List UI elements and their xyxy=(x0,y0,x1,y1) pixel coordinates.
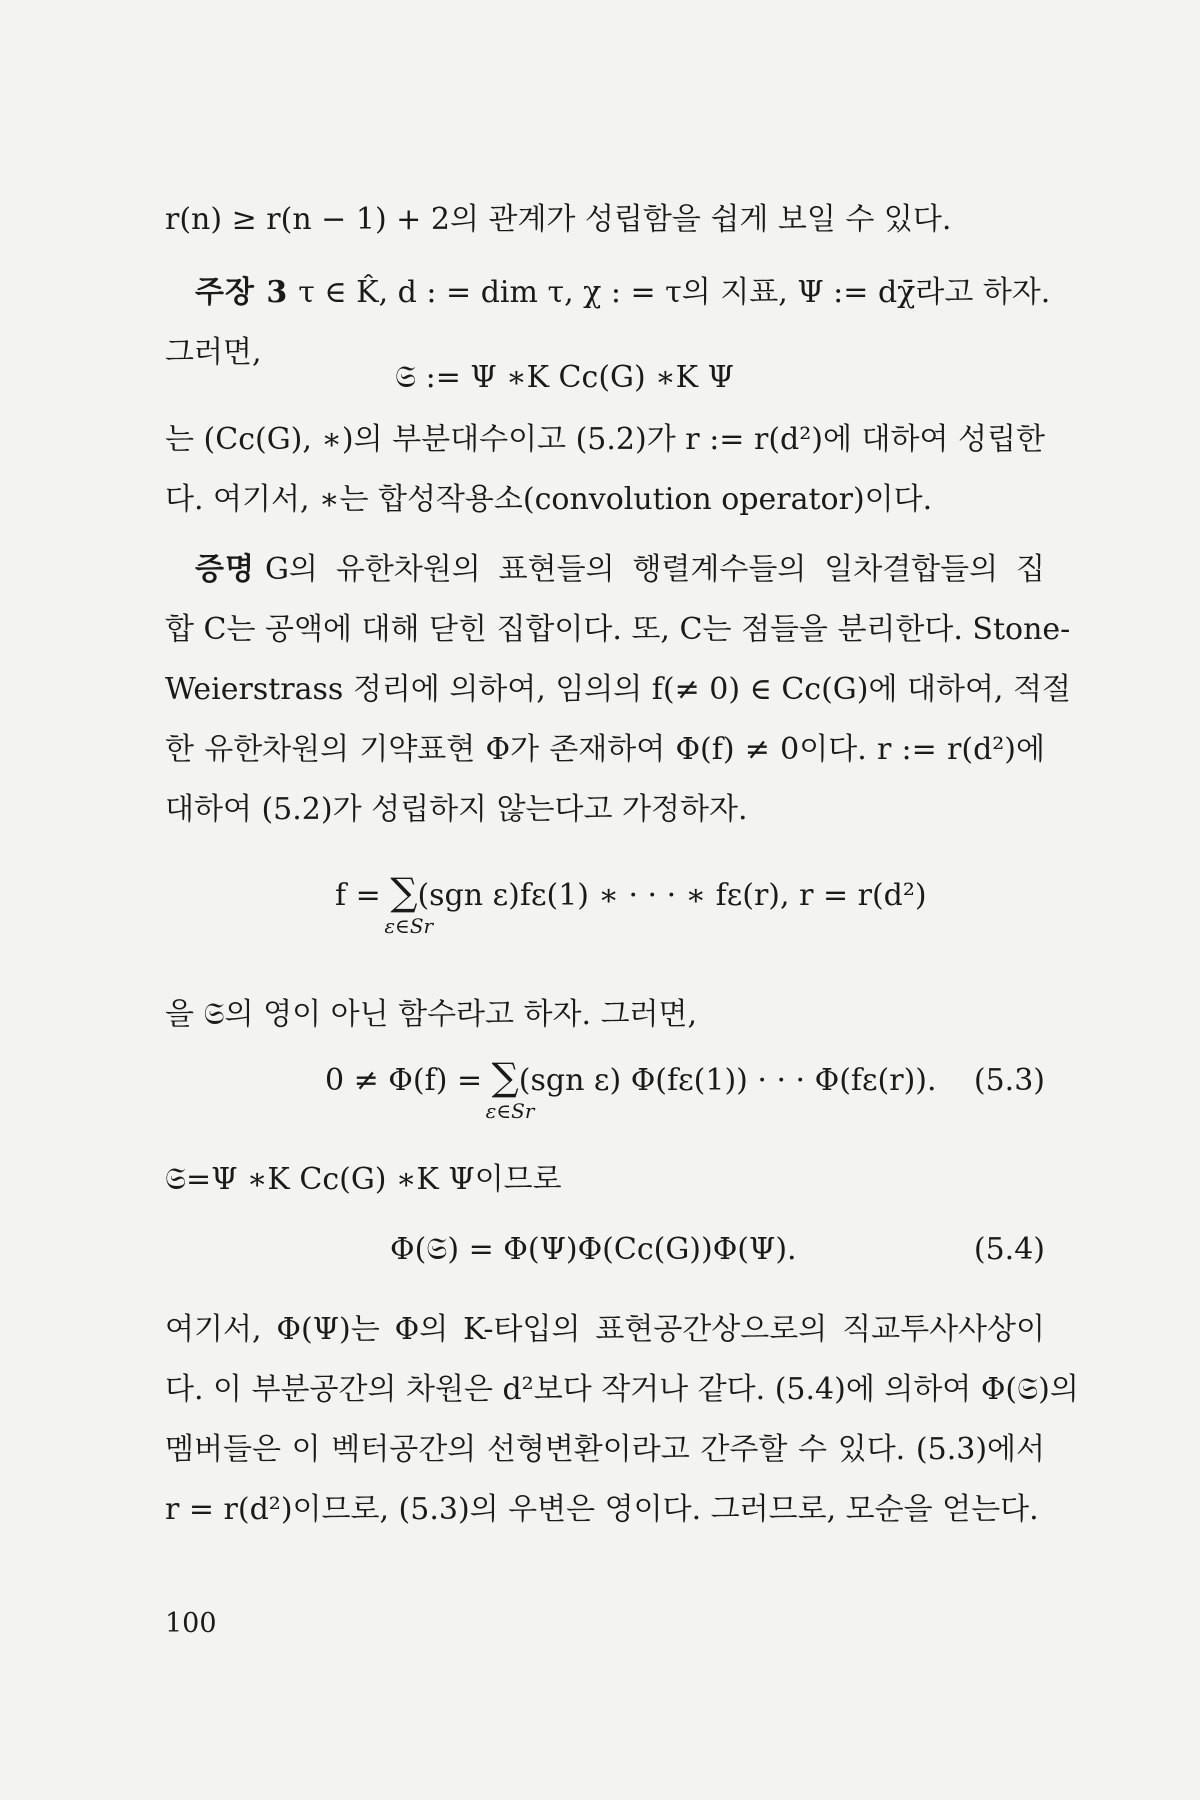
since-text: 𝔖=Ψ ∗K Cc(G) ∗K Ψ이므로 xyxy=(165,1162,562,1197)
claim-equation-body: 𝔖 := Ψ ∗K Cc(G) ∗K Ψ xyxy=(395,360,734,395)
equation-5-4-body: Φ(𝔖) = Φ(Ψ)Φ(Cc(G))Φ(Ψ). xyxy=(390,1232,797,1267)
page-number: 100 xyxy=(165,1608,217,1639)
after-f-line xyxy=(165,985,1045,1045)
equation-5-3-body xyxy=(325,1055,937,1123)
summation-symbol-f: ∑ ε∈Sr xyxy=(384,870,434,938)
proof-line-5: 대하여 (5.2)가 성립하지 않는다고 가정하자. xyxy=(165,792,748,827)
final-line-3: 멤버들은 이 벡터공간의 선형변환이라고 간주할 수 있다. (5.3)에서 xyxy=(165,1432,1045,1467)
claim-paragraph-cont xyxy=(165,410,1045,530)
claim-line-3: 는 (Cc(G), ∗)의 부분대수이고 (5.2)가 r := r(d²)에 대하여 성립한 xyxy=(165,422,1045,457)
proof-line-2: 합 C는 공액에 대해 닫힌 집합이다. 또, C는 점들을 분리한다. Stone- xyxy=(165,612,1071,647)
equation-f xyxy=(165,870,1045,950)
proof-line-1-text: G의 유한차원의 표현들의 행렬계수들의 일차결합들의 집 xyxy=(264,552,1045,587)
equation-5-3 xyxy=(165,1055,1045,1135)
equation-number-5-3: (5.3) xyxy=(973,1063,1045,1098)
proof-line-4: 한 유한차원의 기약표현 Φ가 존재하여 Φ(f) ≠ 0이다. r := r(d²)에 xyxy=(165,732,1045,767)
proof-line-1 xyxy=(165,540,1045,600)
claim-label: 주장 3 xyxy=(195,275,289,310)
proof-line-3: Weierstrass 정리에 의하여, 임의의 f(≠ 0) ∈ Cc(G)에 대하여, 적절 xyxy=(165,672,1071,707)
claim-line-4: 다. 여기서, ∗는 합성작용소(convolution operator)이다. xyxy=(165,482,933,517)
equation-f-rhs: (sgn ε)fε(1) ∗ · · · ∗ fε(r), r = r(d²) xyxy=(417,878,927,913)
equation-5-3-lhs: 0 ≠ Φ(f) = xyxy=(325,1063,492,1098)
equation-f-body xyxy=(335,870,927,938)
equation-5-4 xyxy=(165,1232,1045,1272)
claim-statement: τ ∈ K̂, d : = dim τ, χ : = τ의 지표, Ψ := dχ̄라고 하자. xyxy=(298,275,1051,310)
final-paragraph xyxy=(165,1300,1079,1540)
equation-5-3-rhs: (sgn ε) Φ(fε(1)) · · · Φ(fε(r)). xyxy=(518,1063,937,1098)
final-line-4: r = r(d²)이므로, (5.3)의 우변은 영이다. 그러므로, 모순을 얻는다. xyxy=(165,1492,1039,1527)
equation-f-lhs: f = xyxy=(335,878,391,913)
final-line-1: 여기서, Φ(Ψ)는 Φ의 K-타입의 표현공간상으로의 직교투사사상이 xyxy=(165,1312,1045,1347)
claim-line-2: 그러면, xyxy=(165,335,262,370)
since-line xyxy=(165,1150,1045,1210)
final-line-2: 다. 이 부분공간의 차원은 d²보다 작거나 같다. (5.4)에 의하여 Φ(𝔖)의 xyxy=(165,1372,1079,1407)
summation-index-5-3: ε∈Sr xyxy=(485,1099,535,1123)
summation-symbol-5-3: ∑ ε∈Sr xyxy=(485,1055,535,1123)
intro-line xyxy=(165,190,1045,250)
equation-number-5-4: (5.4) xyxy=(973,1232,1045,1267)
intro-text: r(n) ≥ r(n − 1) + 2의 관계가 성립함을 쉽게 보일 수 있다. xyxy=(165,202,952,237)
proof-label: 증명 xyxy=(195,552,255,587)
claim-equation xyxy=(165,360,1045,400)
after-f-text: 을 𝔖의 영이 아닌 함수라고 하자. 그러면, xyxy=(165,997,698,1032)
claim-line-1 xyxy=(165,263,1051,323)
summation-index-f: ε∈Sr xyxy=(384,914,434,938)
proof-paragraph xyxy=(165,540,1071,840)
